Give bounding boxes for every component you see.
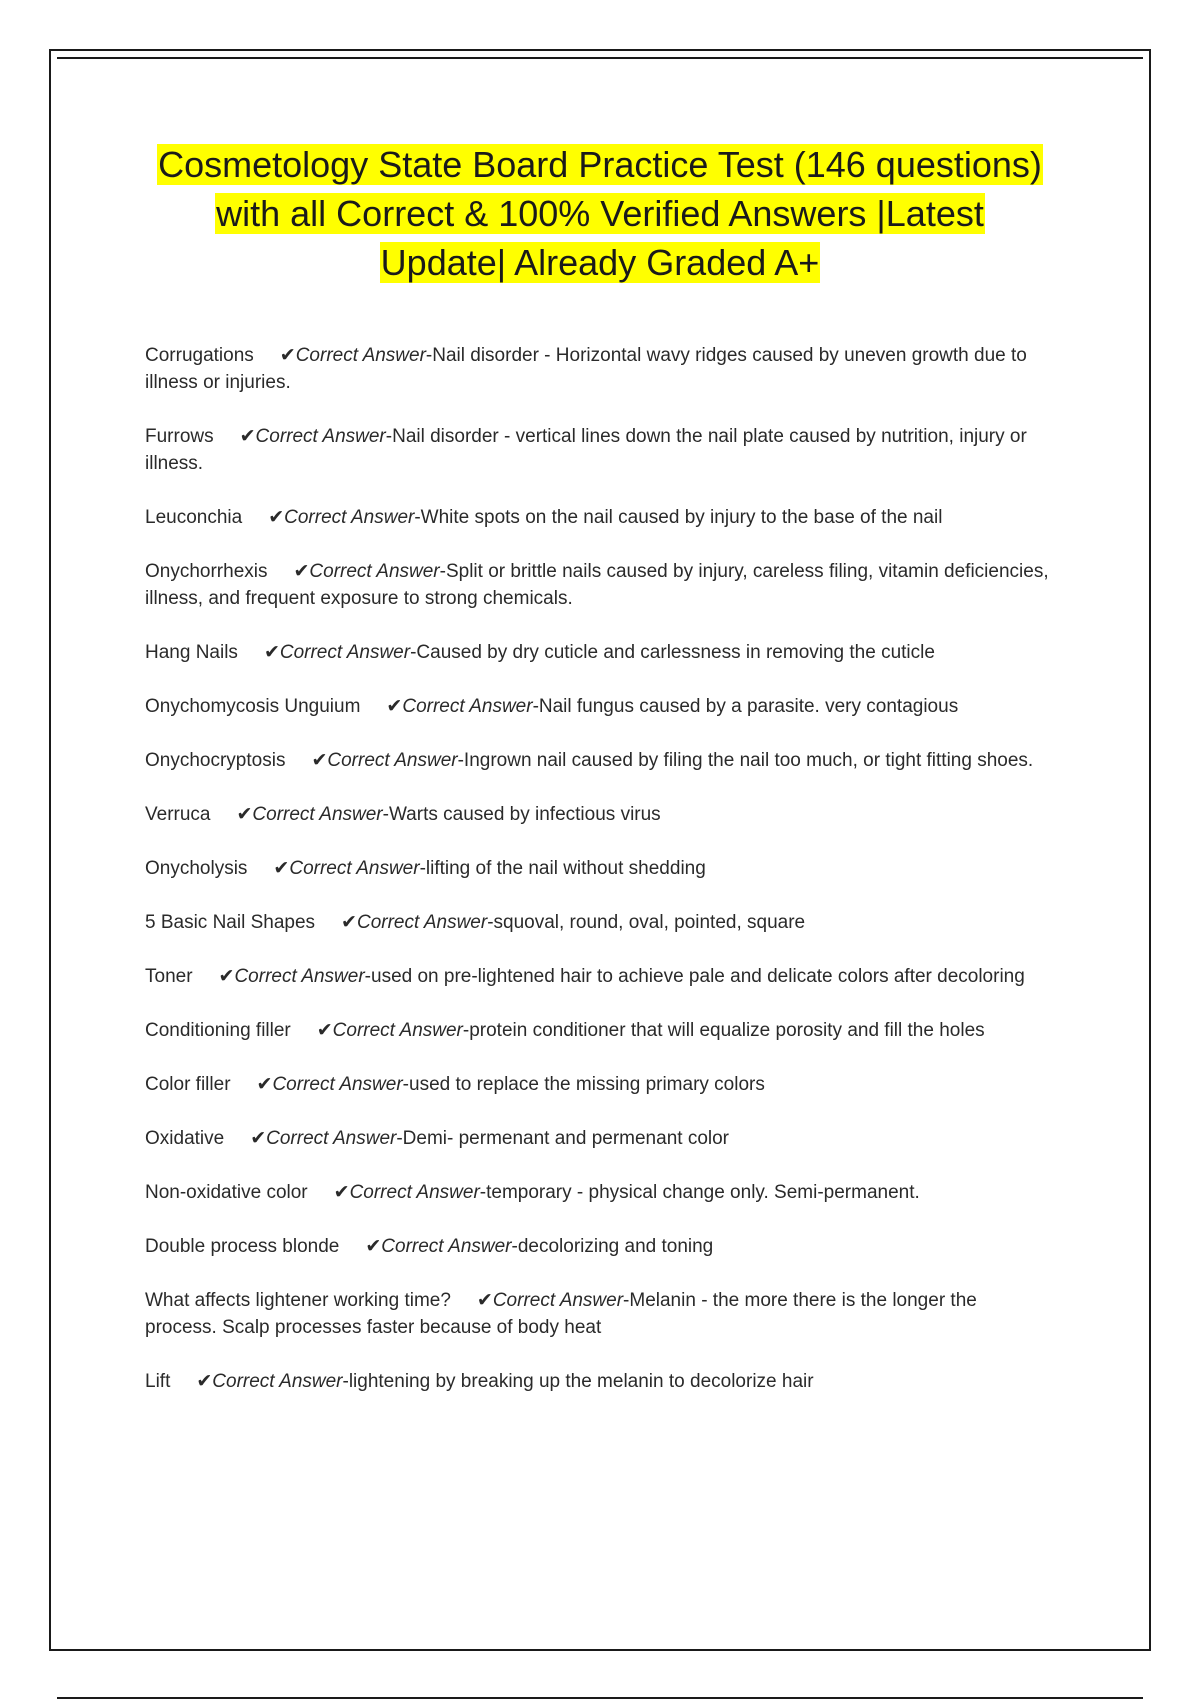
checkmark-icon: ✔	[311, 750, 328, 771]
answer-text: -Melanin - the more there is the longer the process. Scalp processes faster because of body heat	[145, 1290, 977, 1338]
answer-text: -Ingrown nail caused by filing the nail too much, or tight fitting shoes.	[457, 750, 1034, 771]
answer-label: Correct Answer	[212, 1371, 343, 1392]
qa-item	[145, 693, 1050, 720]
answer-text: -decolorizing and toning	[511, 1236, 714, 1257]
answer-text: -squoval, round, oval, pointed, square	[487, 912, 806, 933]
qa-item	[145, 855, 1050, 882]
checkmark-icon: ✔	[293, 561, 310, 582]
checkmark-icon: ✔	[273, 858, 290, 879]
term-text: What affects lightener working time?	[145, 1290, 451, 1311]
qa-item	[145, 909, 1050, 936]
qa-item	[145, 747, 1050, 774]
answer-text: -used on pre-lightened hair to achieve pale and delicate colors after decoloring	[364, 966, 1025, 987]
checkmark-icon: ✔	[196, 1371, 213, 1392]
checkmark-icon: ✔	[476, 1290, 493, 1311]
answer-text: -Demi- permenant and permenant color	[396, 1128, 730, 1149]
checkmark-icon: ✔	[386, 696, 403, 717]
term-text: Color filler	[145, 1074, 231, 1095]
answer-label: Correct Answer	[279, 642, 411, 663]
answer-label: Correct Answer	[332, 1020, 463, 1041]
checkmark-icon: ✔	[263, 642, 280, 663]
term-text: Verruca	[145, 804, 211, 825]
qa-item	[145, 504, 1050, 531]
checkmark-icon: ✔	[239, 426, 256, 447]
qa-item	[145, 423, 1050, 477]
checkmark-icon: ✔	[236, 804, 253, 825]
qa-item	[145, 801, 1050, 828]
checkmark-icon: ✔	[316, 1020, 333, 1041]
title-line: Update| Already Graded A+	[380, 242, 820, 283]
answer-label: Correct Answer	[284, 507, 415, 528]
title-line: Cosmetology State Board Practice Test (146 questions)	[158, 144, 1042, 185]
answer-label: Correct Answer	[289, 858, 420, 879]
answer-label: Correct Answer	[295, 345, 426, 366]
answer-text: -temporary - physical change only. Semi-permanent.	[479, 1182, 920, 1203]
term-text: Toner	[145, 966, 193, 987]
answer-text: -lightening by breaking up the melanin to decolorize hair	[342, 1371, 814, 1392]
answer-label: Correct Answer	[402, 696, 533, 717]
answer-label: Correct Answer	[309, 561, 440, 582]
qa-item	[145, 558, 1050, 612]
qa-item	[145, 1125, 1050, 1152]
answer-label: Correct Answer	[349, 1182, 480, 1203]
qa-item	[145, 1017, 1050, 1044]
answer-text: -Split or brittle nails caused by injury, careless filing, vitamin deficiencies, illness, and frequent exposure to strong chemicals.	[145, 561, 1049, 609]
answer-text: -lifting of the nail without shedding	[419, 858, 706, 879]
qa-item	[145, 1071, 1050, 1098]
term-text: Lift	[145, 1371, 171, 1392]
checkmark-icon: ✔	[256, 1074, 273, 1095]
answer-label: Correct Answer	[252, 804, 383, 825]
qa-item	[145, 639, 1050, 666]
checkmark-icon: ✔	[250, 1128, 267, 1149]
checkmark-icon: ✔	[365, 1236, 382, 1257]
answer-text: -Nail fungus caused by a parasite. very contagious	[532, 696, 959, 717]
checkmark-icon: ✔	[341, 912, 357, 933]
qa-item	[145, 1368, 1050, 1395]
qa-list	[145, 342, 1050, 1422]
answer-text: -Nail disorder - Horizontal wavy ridges caused by uneven growth due to illness or injuries.	[145, 345, 1027, 393]
checkmark-icon: ✔	[279, 345, 296, 366]
qa-item	[145, 1179, 1050, 1206]
answer-text: -used to replace the missing primary colors	[402, 1074, 765, 1095]
qa-item	[145, 1287, 1050, 1341]
term-text: Non-oxidative color	[145, 1182, 308, 1203]
top-double-rule	[57, 57, 1143, 59]
answer-label: Correct Answer	[356, 912, 488, 933]
checkmark-icon: ✔	[268, 507, 285, 528]
term-text: Onychorrhexis	[145, 561, 268, 582]
document-title	[110, 140, 1090, 287]
qa-item	[145, 342, 1050, 396]
answer-text: -Caused by dry cuticle and carlessness in removing the cuticle	[410, 642, 935, 663]
answer-label: Correct Answer	[234, 966, 365, 987]
term-text: Corrugations	[145, 345, 254, 366]
term-text: 5 Basic Nail Shapes	[145, 912, 316, 933]
answer-label: Correct Answer	[381, 1236, 512, 1257]
answer-label: Correct Answer	[327, 750, 458, 771]
answer-text: -protein conditioner that will equalize porosity and fill the holes	[462, 1020, 985, 1041]
term-text: Oxidative	[145, 1128, 225, 1149]
qa-item	[145, 963, 1050, 990]
term-text: Double process blonde	[145, 1236, 340, 1257]
answer-text: -Warts caused by infectious virus	[382, 804, 661, 825]
answer-label: Correct Answer	[266, 1128, 397, 1149]
term-text: Onycholysis	[145, 858, 248, 879]
term-text: Leuconchia	[145, 507, 243, 528]
checkmark-icon: ✔	[333, 1182, 350, 1203]
term-text: Onychocryptosis	[145, 750, 286, 771]
answer-label: Correct Answer	[272, 1074, 403, 1095]
checkmark-icon: ✔	[218, 966, 235, 987]
bottom-rule	[57, 1697, 1143, 1699]
qa-item	[145, 1233, 1050, 1260]
title-line: with all Correct & 100% Verified Answers |Latest	[216, 193, 984, 234]
term-text: Onychomycosis Unguium	[145, 696, 361, 717]
answer-text: -Nail disorder - vertical lines down the nail plate caused by nutrition, injury or illness.	[145, 426, 1027, 474]
term-text: Hang Nails	[145, 642, 238, 663]
answer-text: -White spots on the nail caused by injury to the base of the nail	[414, 507, 943, 528]
term-text: Conditioning filler	[145, 1020, 291, 1041]
answer-label: Correct Answer	[255, 426, 386, 447]
term-text: Furrows	[145, 426, 214, 447]
answer-label: Correct Answer	[492, 1290, 624, 1311]
